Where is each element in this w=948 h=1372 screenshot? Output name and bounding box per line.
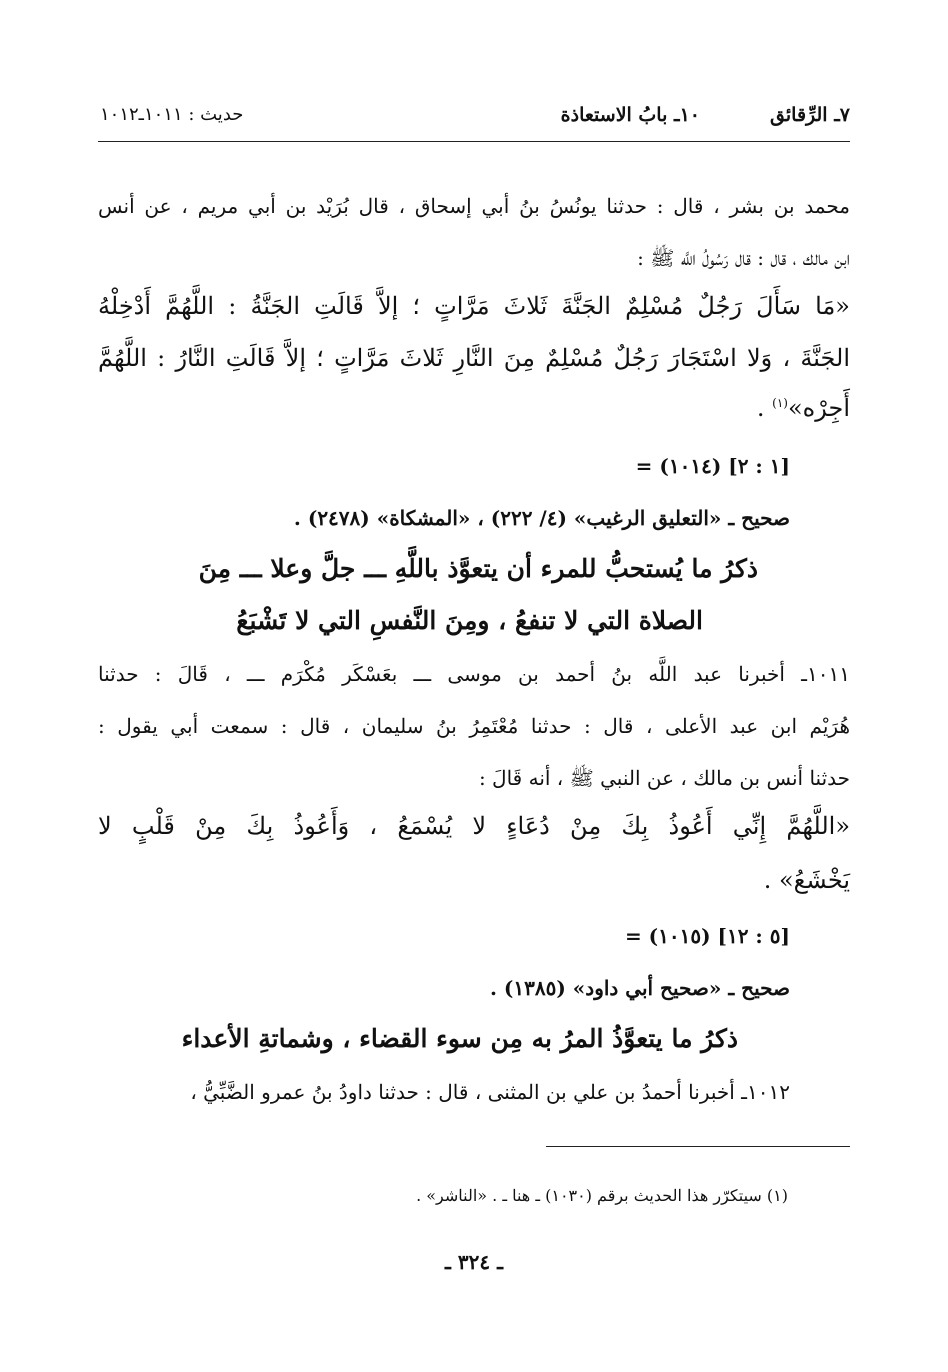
header-rule [98, 141, 850, 142]
chapter-title: ذكرُ ما يتعوَّذُ المرُ به مِن سوء القضاء ، وشماتةِ الأعداء [181, 1024, 738, 1053]
hadith-text-line [757, 394, 850, 422]
text-line: ابن مالك ، قال : قال رَسُولُ اللَّه ﷺ : [637, 246, 850, 270]
running-header [100, 104, 850, 134]
footnote: (١) سيتكرّر هذا الحديث برقم (١٠٣٠) ـ هنا ـ . «الناشر» . [416, 1186, 788, 1205]
grading-line: صحيح ـ «التعليق الرغيب» (٤/ ٢٢٢) ، «المشكاة» (٢٤٧٨) . [293, 506, 790, 530]
isnad-line: ١٠١١ـ أخبرنا عبد اللَّه بنُ أحمد بن موسى ـــ بعَسْكَر مُكْرَم ـــ ، قَالَ : حدثنا [98, 662, 850, 686]
isnad-line: حدثنا أنس بن مالك ، عن النبي ﷺ ، أنه قَالَ : [478, 766, 850, 790]
hadith-text-line: الجَنَّةَ ، وَلا اسْتَجَارَ رَجُلٌ مُسْلِمٌ مِنَ النَّارِ ثَلاثَ مَرَّاتٍ ؛ إلاَّ قَالَتِ النَّارُ : اللَّهُمَّ [98, 344, 850, 372]
header-section: ١٠ـ بابُ الاستعاذة [560, 104, 700, 126]
hadith-text-line: يَخْشَعُ» . [763, 866, 850, 894]
hadith-text-end: أَجِرْه» [787, 394, 850, 422]
period: . [756, 394, 773, 422]
text-line: محمد بن بشر ، قال : حدثنا يونُسُ بنُ أبي إسحاق ، قال بُرَيْد بن أبي مريم ، عن أنس [98, 194, 850, 218]
isnad-line: هُرَيْم ابن عبد الأعلى ، قال : حدثنا مُعْتَمِرُ بنُ سليمان ، قال : سمعت أبي يقول : [98, 714, 850, 738]
header-hadith-range: حديث : ١٠١١ـ١٠١٢ [100, 104, 244, 125]
footnote-marker: (١) [772, 396, 788, 410]
page-number: ـ ٣٢٤ ـ [445, 1250, 503, 1274]
cross-reference: = (١٠١٥) [٥ : ١٢] [624, 924, 790, 948]
grading-line: صحيح ـ «صحيح أبي داود» (١٣٨٥) . [490, 976, 790, 1000]
header-chapter: ٧ـ الرِّقائق [770, 104, 850, 126]
hadith-text-line: «مَا سَأَلَ رَجُلٌ مُسْلِمٌ الجَنَّةَ ثَلاثَ مَرَّاتٍ ؛ إلاَّ قَالَتِ الجَنَّةُ : اللَّهُمَّ أَدْخِلْهُ [98, 292, 850, 320]
chapter-title: الصلاة التي لا تنفعُ ، ومِنَ النَّفسِ التي لا تَشْبَعُ [236, 606, 703, 635]
hadith-text-line: «اللَّهُمَّ إِنِّي أَعُوذُ بِكَ مِنْ دُعَاءٍ لا يُسْمَعُ ، وَأَعُوذُ بِكَ مِنْ قَلْبٍ لا [98, 812, 851, 840]
isnad-line: ١٠١٢ـ أخبرنا أحمدُ بن علي بن المثنى ، قال : حدثنا داودُ بنُ عمرو الضَّبِّيُّ ، [190, 1080, 790, 1104]
footnote-rule [546, 1146, 850, 1147]
cross-reference: = (١٠١٤) [١ : ٢] [635, 454, 790, 478]
chapter-title: ذكرُ ما يُستحبُّ للمرء أن يتعوَّذ باللَّهِ ـــ جلَّ وعلا ـــ مِنَ [198, 554, 758, 583]
